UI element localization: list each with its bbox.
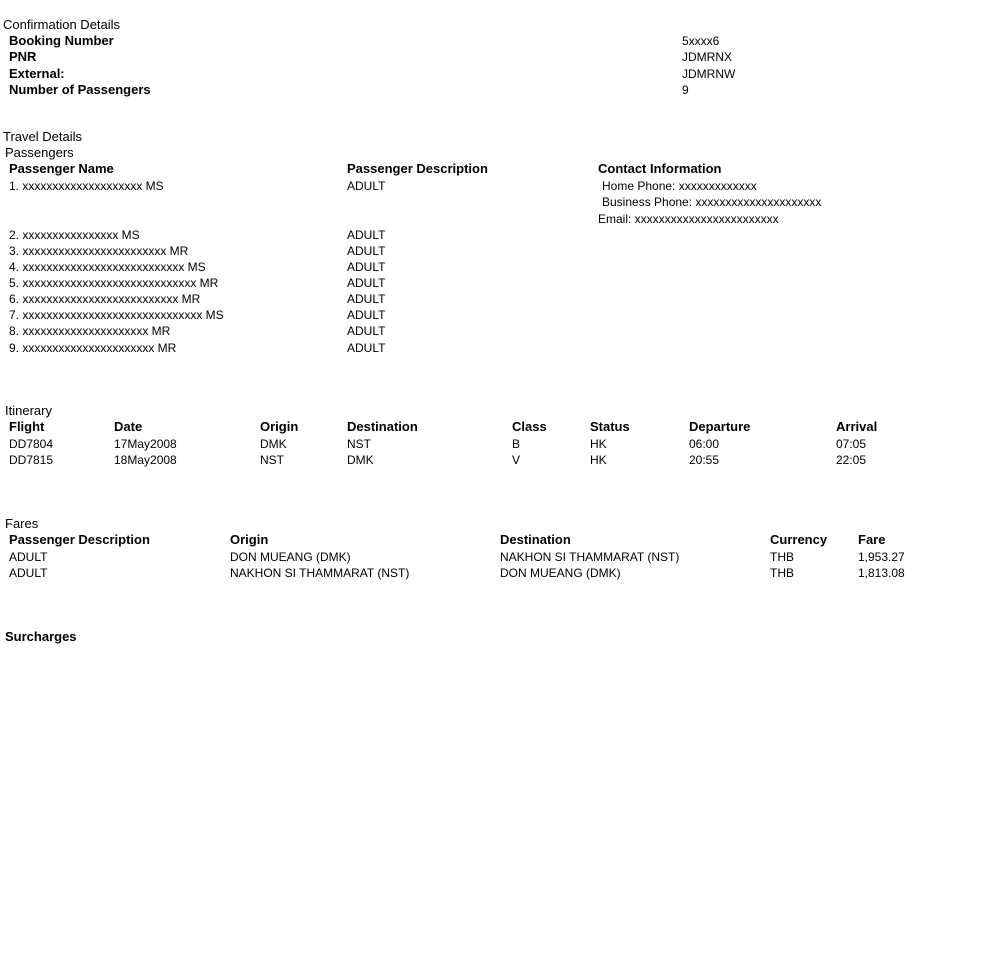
currency-cell: THB <box>770 566 794 580</box>
status-header: Status <box>590 419 630 434</box>
arrival-cell: 22:05 <box>836 453 867 467</box>
pnr-value: JDMRNX <box>682 50 732 64</box>
flight-cell: DD7804 <box>9 437 54 451</box>
pnr-label: PNR <box>9 49 37 64</box>
passenger-description: ADULT <box>347 292 386 306</box>
date-header: Date <box>114 419 143 434</box>
status-cell: HK <box>590 453 607 467</box>
home-phone: Home Phone: xxxxxxxxxxxxx <box>602 179 757 193</box>
passenger-name: 9. xxxxxxxxxxxxxxxxxxxxxx MR <box>9 341 177 355</box>
currency-header: Currency <box>770 532 828 547</box>
destination-cell: NST <box>347 437 371 451</box>
status-cell: HK <box>590 437 607 451</box>
arrival-cell: 07:05 <box>836 437 867 451</box>
passenger-name: 4. xxxxxxxxxxxxxxxxxxxxxxxxxxx MS <box>9 260 206 274</box>
business-phone: Business Phone: xxxxxxxxxxxxxxxxxxxxx <box>602 195 822 209</box>
class-cell: B <box>512 437 521 451</box>
date-cell: 17May2008 <box>114 437 177 451</box>
fare-origin-cell: NAKHON SI THAMMARAT (NST) <box>230 566 410 580</box>
passenger-name: 3. xxxxxxxxxxxxxxxxxxxxxxxx MR <box>9 244 189 258</box>
fare-cell: 1,813.08 <box>858 566 905 580</box>
passenger-description: ADULT <box>347 244 386 258</box>
passenger-description: ADULT <box>347 324 386 338</box>
flight-header: Flight <box>9 419 45 434</box>
flight-cell: DD7815 <box>9 453 54 467</box>
passenger-name: 7. xxxxxxxxxxxxxxxxxxxxxxxxxxxxxx MS <box>9 308 224 322</box>
passenger-count-value: 9 <box>682 83 689 97</box>
booking-number-label: Booking Number <box>9 33 114 48</box>
fare-destination-cell: DON MUEANG (DMK) <box>500 566 621 580</box>
external-value: JDMRNW <box>682 67 736 81</box>
passenger-name: 5. xxxxxxxxxxxxxxxxxxxxxxxxxxxxx MR <box>9 276 219 290</box>
confirmation-title: Confirmation Details <box>3 17 121 32</box>
departure-cell: 06:00 <box>689 437 720 451</box>
travel-details-title: Travel Details <box>3 129 82 144</box>
passenger-description: ADULT <box>347 341 386 355</box>
itinerary-title: Itinerary <box>5 403 52 418</box>
passenger-description: ADULT <box>347 228 386 242</box>
passenger-description: ADULT <box>347 179 386 193</box>
fare-cell: 1,953.27 <box>858 550 905 564</box>
currency-cell: THB <box>770 550 794 564</box>
origin-cell: DMK <box>260 437 287 451</box>
class-header: Class <box>512 419 547 434</box>
passenger-description: ADULT <box>347 308 386 322</box>
passenger-description: ADULT <box>347 260 386 274</box>
fare-destination-cell: NAKHON SI THAMMARAT (NST) <box>500 550 680 564</box>
passengers-title: Passengers <box>5 145 74 160</box>
fare-origin-cell: DON MUEANG (DMK) <box>230 550 351 564</box>
destination-header: Destination <box>347 419 418 434</box>
origin-cell: NST <box>260 453 284 467</box>
passenger-name: 6. xxxxxxxxxxxxxxxxxxxxxxxxxx MR <box>9 292 201 306</box>
passenger-name: 1. xxxxxxxxxxxxxxxxxxxx MS <box>9 179 164 193</box>
passenger-name: 2. xxxxxxxxxxxxxxxx MS <box>9 228 140 242</box>
passenger-name: 8. xxxxxxxxxxxxxxxxxxxxx MR <box>9 324 171 338</box>
departure-header: Departure <box>689 419 751 434</box>
fare-origin-header: Origin <box>230 532 269 547</box>
passenger-description-header: Passenger Description <box>347 161 488 176</box>
email: Email: xxxxxxxxxxxxxxxxxxxxxxxx <box>598 212 779 226</box>
origin-header: Origin <box>260 419 299 434</box>
booking-number-value: 5xxxx6 <box>682 34 720 48</box>
arrival-header: Arrival <box>836 419 878 434</box>
external-label: External: <box>9 66 65 81</box>
date-cell: 18May2008 <box>114 453 177 467</box>
fare-header: Fare <box>858 532 886 547</box>
fares-title: Fares <box>5 516 39 531</box>
class-cell: V <box>512 453 521 467</box>
contact-information-header: Contact Information <box>598 161 722 176</box>
surcharges-title: Surcharges <box>5 629 77 644</box>
passenger-description: ADULT <box>347 276 386 290</box>
destination-cell: DMK <box>347 453 374 467</box>
passenger-name-header: Passenger Name <box>9 161 114 176</box>
fare-destination-header: Destination <box>500 532 571 547</box>
fare-description-header: Passenger Description <box>9 532 150 547</box>
passenger-count-label: Number of Passengers <box>9 82 151 97</box>
fare-description-cell: ADULT <box>9 550 48 564</box>
fare-description-cell: ADULT <box>9 566 48 580</box>
departure-cell: 20:55 <box>689 453 720 467</box>
